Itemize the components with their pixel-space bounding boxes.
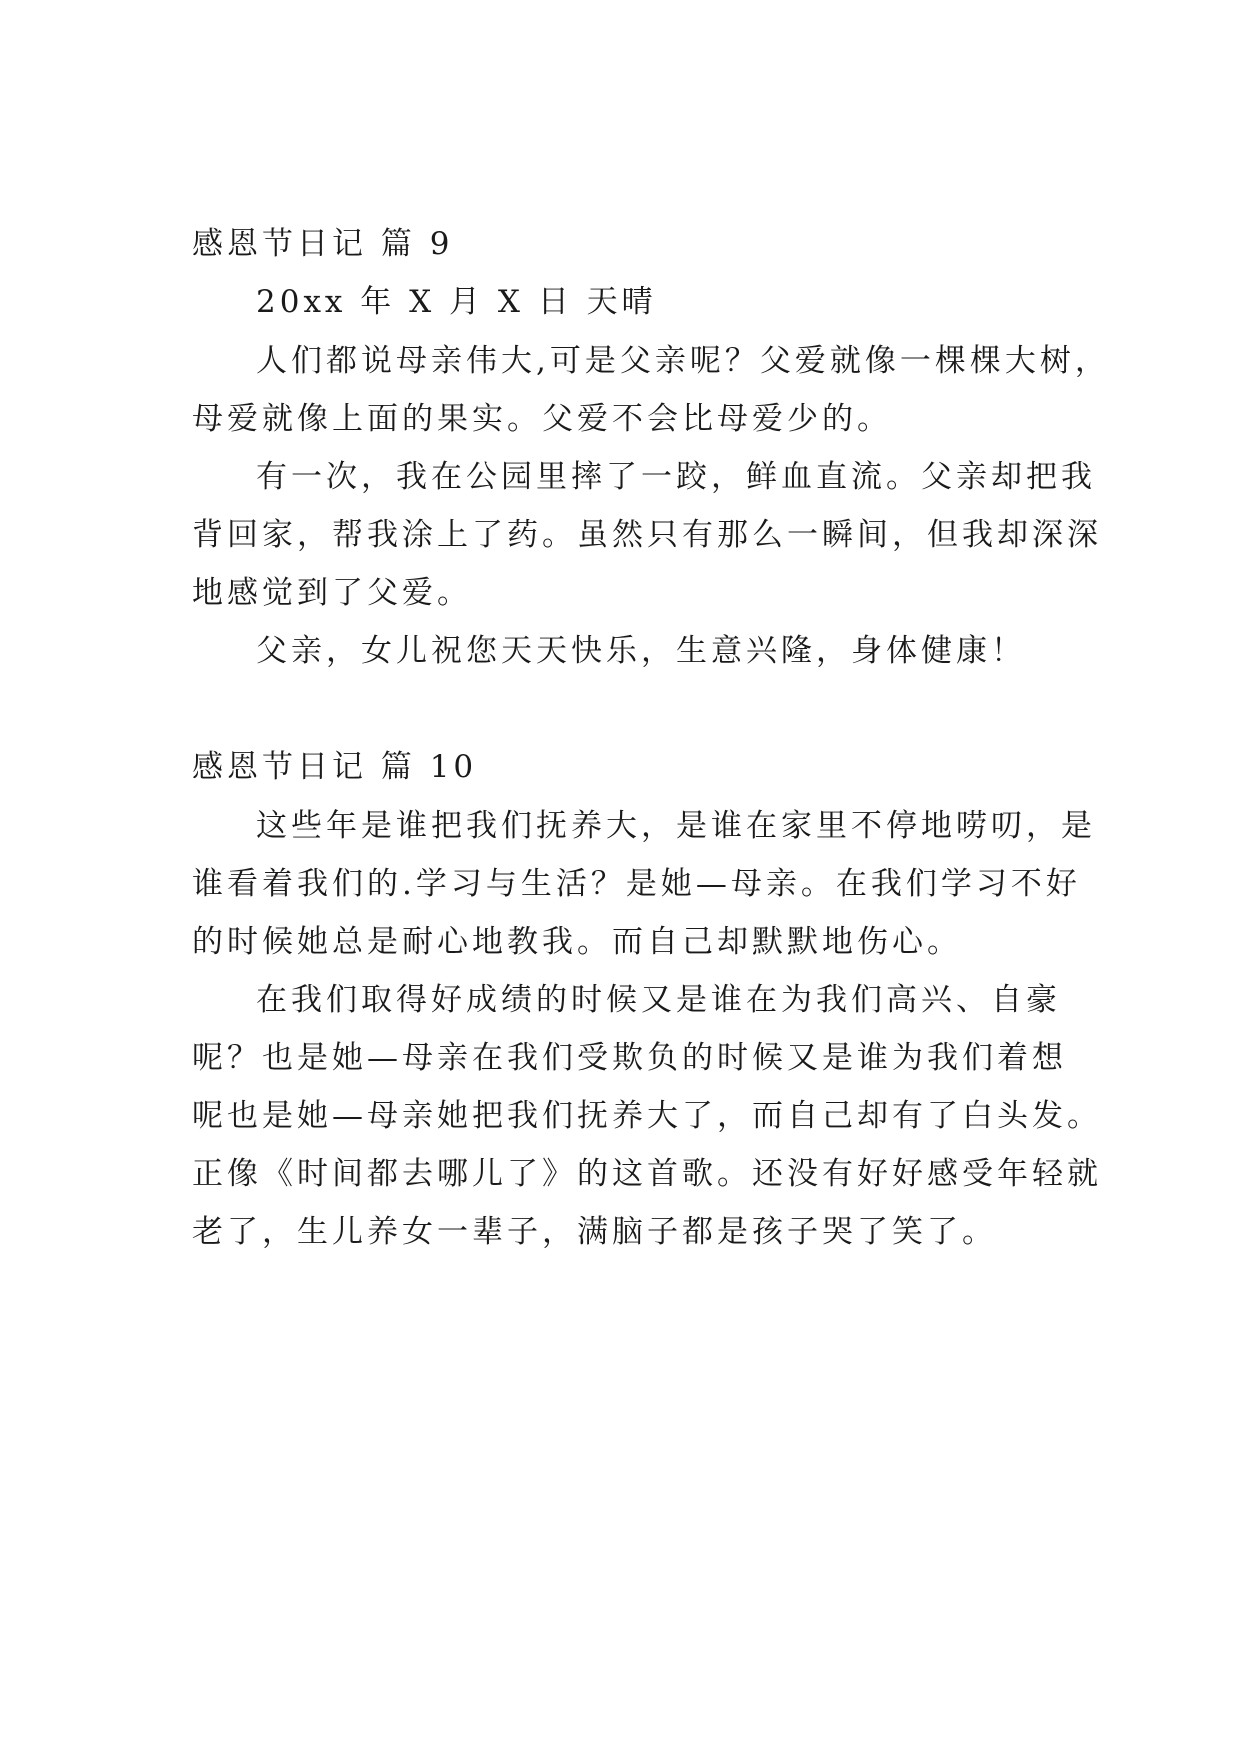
entry-9-p3-line1: 父亲，女儿祝您天天快乐，生意兴隆，身体健康！ [256,633,1026,669]
entry-10-p1-line1: 这些年是谁把我们抚养大，是谁在家里不停地唠叨，是 [256,808,1096,844]
entry-10-p1-line3: 的时候她总是耐心地教我。而自己却默默地伤心。 [192,924,962,960]
entry-10-p1-line2: 谁看着我们的.学习与生活？是她—母亲。在我们学习不好 [192,866,1081,902]
entry-9-date-line: 20xx 年 X 月 X 日 天晴 [256,284,657,320]
entry-10-p2-line1: 在我们取得好成绩的时候又是谁在为我们高兴、自豪 [256,982,1061,1018]
entry-9-title: 感恩节日记 篇 9 [192,226,454,262]
entry-10-p2-line5: 老了，生儿养女一辈子，满脑子都是孩子哭了笑了。 [192,1214,997,1250]
entry-9-p2-line1: 有一次，我在公园里摔了一跤，鲜血直流。父亲却把我 [256,459,1096,495]
entry-10-title: 感恩节日记 篇 10 [192,749,478,785]
entry-9-p1-line2: 母爱就像上面的果实。父爱不会比母爱少的。 [192,401,892,437]
entry-10-p2-line4: 正像《时间都去哪儿了》的这首歌。还没有好好感受年轻就 [192,1156,1102,1192]
entry-10-p2-line3: 呢也是她—母亲她把我们抚养大了，而自己却有了白头发。 [192,1098,1102,1134]
entry-9-p2-line2: 背回家，帮我涂上了药。虽然只有那么一瞬间，但我却深深 [192,517,1102,553]
entry-10-p2-line2: 呢？也是她—母亲在我们受欺负的时候又是谁为我们着想 [192,1040,1067,1076]
entry-9-p1-line1: 人们都说母亲伟大,可是父亲呢？父爱就像一棵棵大树， [256,343,1110,379]
entry-9-p2-line3: 地感觉到了父爱。 [192,575,472,611]
